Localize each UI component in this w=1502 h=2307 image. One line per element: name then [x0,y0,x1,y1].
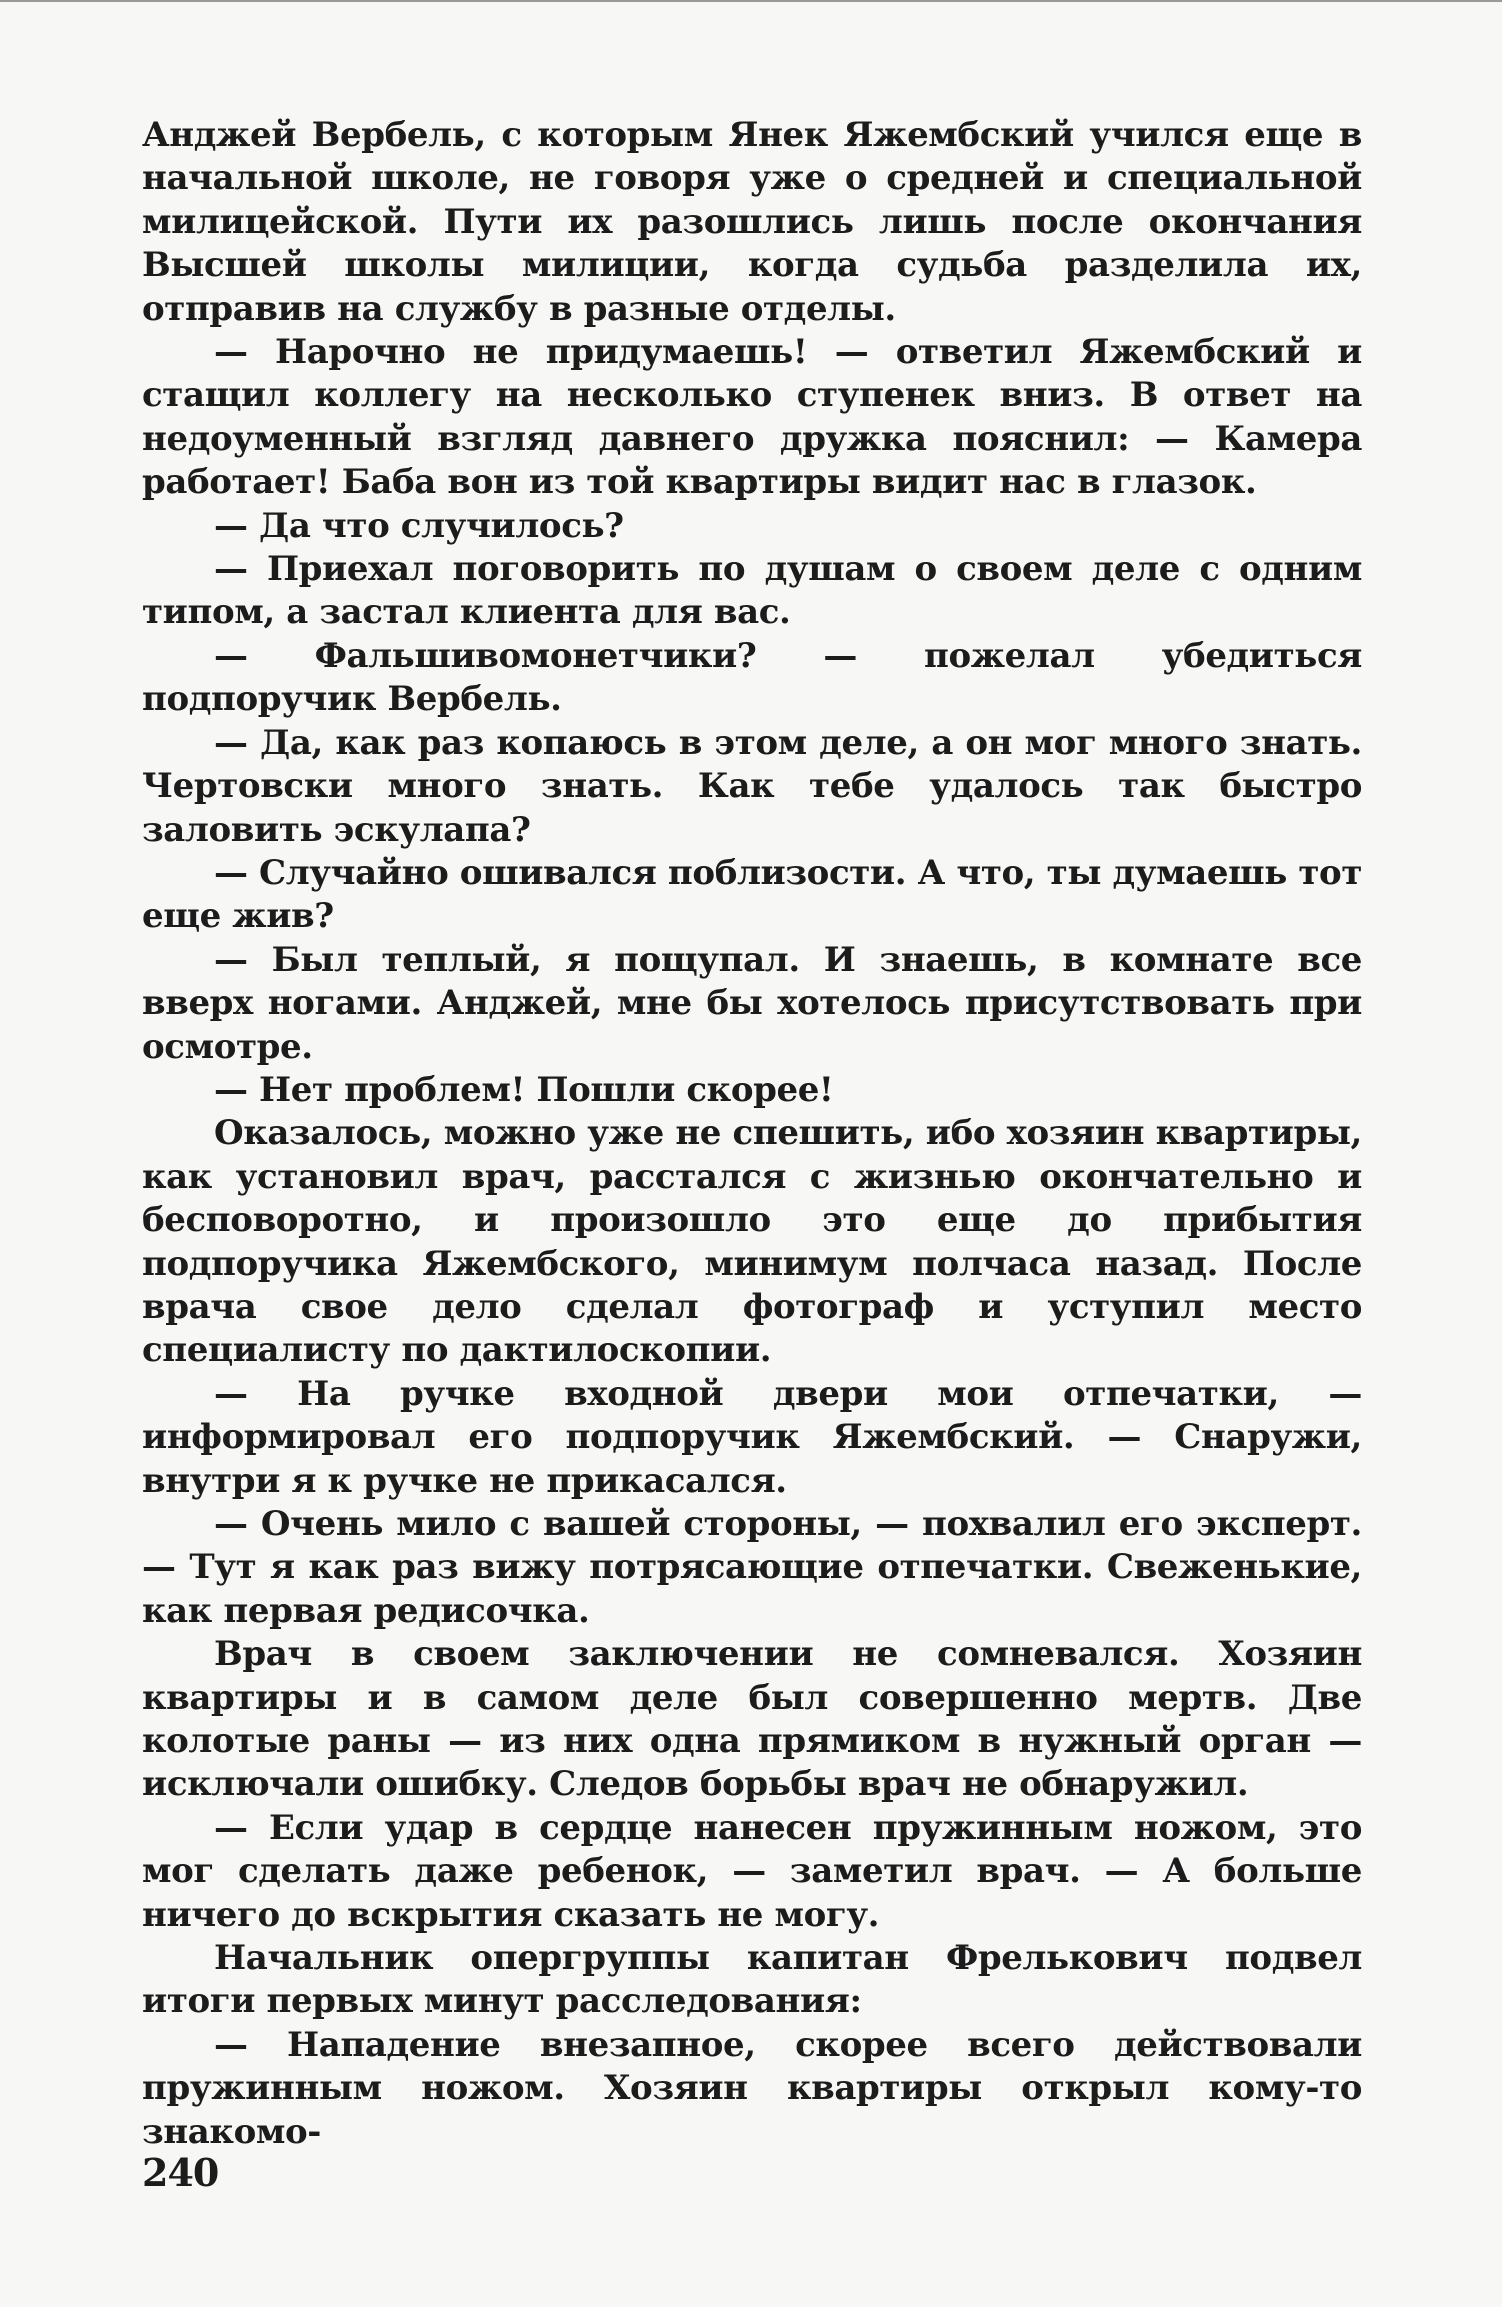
paragraph: — На ручке входной двери мои отпечатки, — информировал его подпоручик Яжембский. — Снаружи, внутри я к ручке не прикасался. [142,1373,1362,1501]
paragraph: — Приехал поговорить по душам о своем деле с одним типом, а застал клиента для вас. [142,549,1362,633]
paragraph: Анджей Вербель, с которым Янек Яжембский учился еще в начальной школе, не говоря уже о средней и специальной милицейской. Пути их разошлись лишь после окончания Высшей школы милиции, когда судьба разделила их, отправив на службу в разные отделы. [142,115,1362,329]
paragraph: — Да что случилось? [214,505,624,546]
paragraph: — Нет проблем! Пошли скорее! [214,1069,834,1110]
paragraph: — Нарочно не придумаешь! — ответил Яжембский и стащил коллегу на несколько ступенек вниз. В ответ на недоуменный взгляд давнего дружка пояснил: — Камера работает! Баба вон из той квартиры видит нас в глазок. [142,332,1362,503]
paragraph: Начальник опергруппы капитан Фрелькович подвел итоги первых минут расследования: [142,1938,1362,2022]
paragraph: — Да, как раз копаюсь в этом деле, а он мог много знать. Чертовски много знать. Как тебе удалось так быстро заловить эскулапа? [142,722,1362,850]
paragraph: — Нападение внезапное, скорее всего действовали пружинным ножом. Хозяин квартиры открыл кому-то знакомо- [142,2024,1362,2152]
paragraph: — Был теплый, я пощупал. И знаешь, в комнате все вверх ногами. Анджей, мне бы хотелось присутствовать при осмотре. [142,939,1362,1067]
body-text [142,114,1362,2154]
paragraph: Оказалось, можно уже не спешить, ибо хозяин квартиры, как установил врач, расстался с жизнью окончательно и бесповоротно, и произошло это еще до прибытия подпоручика Яжембского, минимум полчаса назад. После врача свое дело сделал фотограф и уступил место специалисту по дактилоскопии. [142,1113,1362,1371]
page-number: 240 [142,2150,219,2195]
paragraph: — Очень мило с вашей стороны, — похвалил его эксперт. — Тут я как раз вижу потрясающие отпечатки. Свеженькие, как первая редисочка. [142,1504,1362,1631]
paragraph: — Если удар в сердце нанесен пружинным ножом, это мог сделать даже ребенок, — заметил врач. — А больше ничего до вскрытия сказать не могу. [142,1807,1362,1935]
paragraph: Врач в своем заключении не сомневался. Хозяин квартиры и в самом деле был совершенно мертв. Две колотые раны — из них одна прямиком в нужный орган — исключали ошибку. Следов борьбы врач не обнаружил. [142,1634,1362,1805]
paragraph: — Случайно ошивался поблизости. А что, ты думаешь тот еще жив? [142,852,1362,937]
paragraph: — Фальшивомонетчики? — пожелал убедиться подпоручик Вербель. [142,635,1362,720]
